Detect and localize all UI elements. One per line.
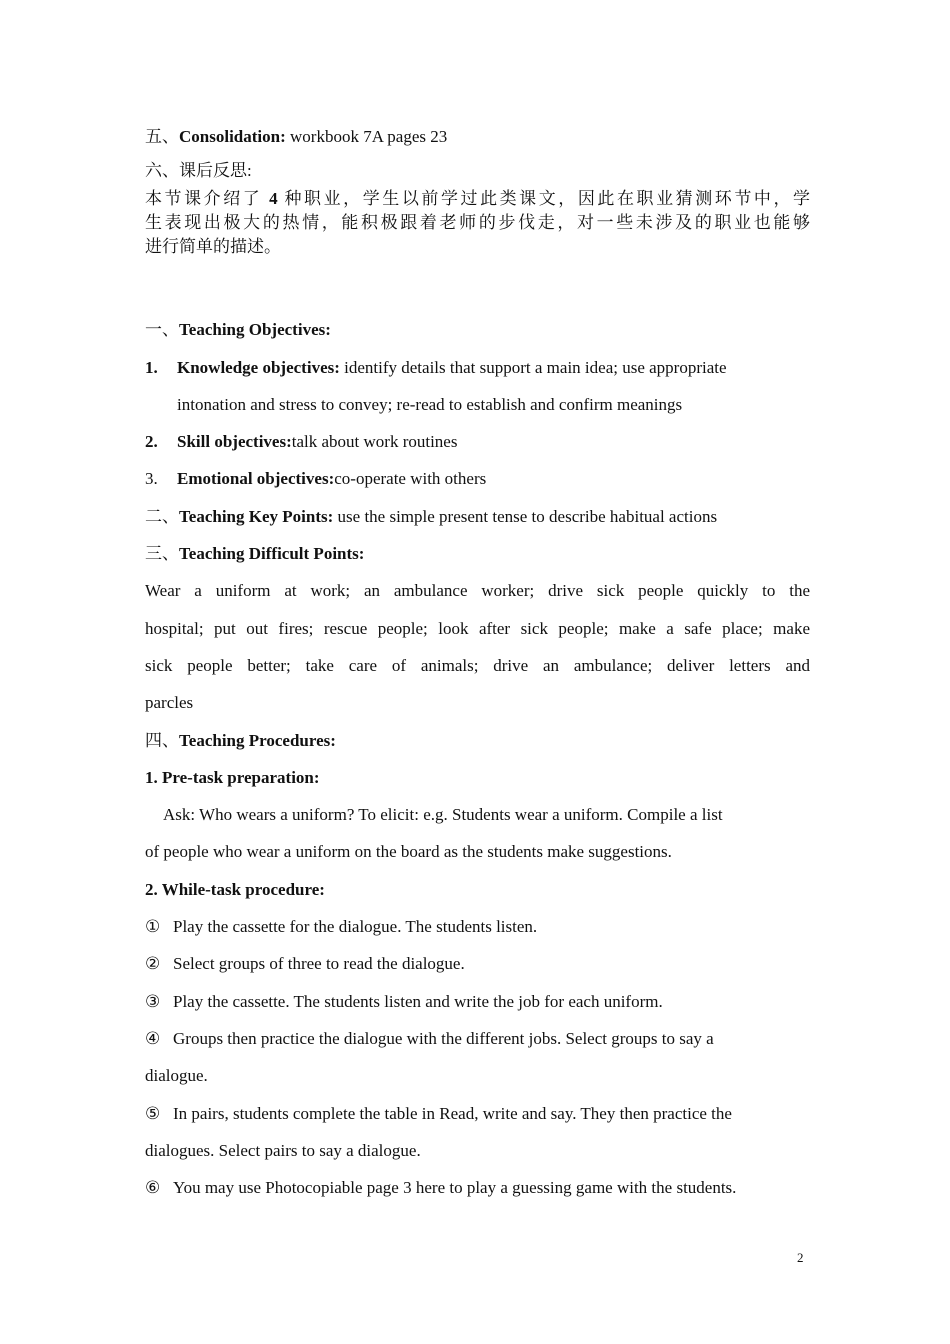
step-marker: ④ bbox=[145, 1028, 161, 1048]
document-page bbox=[145, 118, 810, 1206]
item-text: co-operate with others bbox=[334, 469, 487, 489]
step-text: In pairs, students complete the table in Read, write and say. They then practice the bbox=[173, 1103, 732, 1123]
page-number: 2 bbox=[797, 1250, 804, 1265]
step-text: Play the cassette for the dialogue. The students listen. bbox=[173, 917, 538, 937]
reflection-line-1 bbox=[145, 187, 810, 211]
step-text: You may use Photocopiable page 3 here to play a guessing game with the students. bbox=[173, 1178, 737, 1198]
objective-item-emotional bbox=[145, 460, 810, 497]
difficult-points-line: hospital; put out fires; rescue people; look after sick people; make a safe place; make bbox=[145, 618, 810, 638]
difficult-points-line: sick people better; take care of animals; drive an ambulance; deliver letters and bbox=[145, 655, 810, 675]
reflection-line-2: 生表现出极大的热情，能积极跟着老师的步伐走，对一些未涉及的职业也能够 bbox=[145, 213, 810, 233]
step-item bbox=[145, 983, 810, 1020]
step-text: Select groups of three to read the dialogue. bbox=[173, 954, 465, 974]
pre-task-line: of people who wear a uniform on the board as the students make suggestions. bbox=[145, 842, 672, 862]
procedures-heading bbox=[145, 722, 810, 759]
section-label: Teaching Key Points: bbox=[179, 506, 334, 526]
section-text: workbook 7A pages 23 bbox=[285, 127, 448, 146]
step-item bbox=[145, 945, 810, 982]
item-text: talk about work routines bbox=[291, 432, 458, 452]
item-text: identify details that support a main idea; use appropriate bbox=[339, 357, 727, 377]
item-label: Knowledge objectives: bbox=[177, 357, 340, 377]
step-item bbox=[145, 1020, 810, 1057]
spacer bbox=[145, 259, 810, 311]
step-marker: ② bbox=[145, 954, 161, 974]
section-label: Teaching Difficult Points: bbox=[179, 544, 365, 564]
item-label: Emotional objectives: bbox=[177, 469, 335, 489]
reflection-heading: 六、课后反思: bbox=[145, 161, 252, 181]
step-item-cont: dialogue. bbox=[145, 1066, 208, 1086]
consolidation-line bbox=[145, 118, 810, 155]
section-label: Teaching Procedures: bbox=[179, 730, 336, 750]
item-label: Skill objectives: bbox=[177, 432, 292, 452]
step-marker: ⑤ bbox=[145, 1103, 161, 1123]
step-item bbox=[145, 908, 810, 945]
reflection-line-3: 进行简单的描述。 bbox=[145, 237, 281, 257]
step-item bbox=[145, 1095, 810, 1132]
section-number: 一、 bbox=[145, 320, 179, 340]
section-number: 三、 bbox=[145, 544, 179, 564]
item-number: 3. bbox=[145, 469, 158, 489]
difficult-points-line: parcles bbox=[145, 693, 194, 713]
step-marker: ① bbox=[145, 917, 161, 937]
reflection-text: 本节课介绍了 bbox=[145, 189, 270, 209]
section-number: 二、 bbox=[145, 506, 179, 526]
difficult-points-heading bbox=[145, 535, 810, 572]
step-marker: ⑥ bbox=[145, 1178, 161, 1198]
objectives-heading bbox=[145, 311, 810, 348]
objective-item-knowledge-cont: intonation and stress to convey; re-read to establish and confirm meanings bbox=[177, 394, 683, 414]
section-number: 四、 bbox=[145, 730, 179, 750]
item-number: 2. bbox=[145, 432, 158, 452]
section-label: Consolidation: bbox=[179, 127, 286, 146]
while-task-heading: 2. While-task procedure: bbox=[145, 879, 325, 899]
key-points-line bbox=[145, 498, 810, 535]
reflection-text: 种职业，学生以前学过此类课文，因此在职业猜测环节中，学 bbox=[277, 189, 811, 209]
step-text: Groups then practice the dialogue with the different jobs. Select groups to say a bbox=[173, 1028, 714, 1048]
section-text: use the simple present tense to describe habitual actions bbox=[333, 506, 718, 526]
objective-item-skill bbox=[145, 423, 810, 460]
reflection-number: 4 bbox=[269, 189, 278, 209]
step-marker: ③ bbox=[145, 991, 161, 1011]
difficult-points-line: Wear a uniform at work; an ambulance worker; drive sick people quickly to the bbox=[145, 581, 810, 601]
objective-item-knowledge bbox=[145, 349, 810, 386]
item-number: 1. bbox=[145, 357, 158, 377]
pre-task-heading: 1. Pre-task preparation: bbox=[145, 767, 320, 787]
step-item bbox=[145, 1169, 810, 1206]
section-number: 五、 bbox=[145, 127, 179, 146]
step-item-cont: dialogues. Select pairs to say a dialogue. bbox=[145, 1140, 421, 1160]
step-text: Play the cassette. The students listen and write the job for each uniform. bbox=[173, 991, 663, 1011]
section-label: Teaching Objectives: bbox=[179, 320, 331, 340]
pre-task-line: Ask: Who wears a uniform? To elicit: e.g. Students wear a uniform. Compile a list bbox=[163, 805, 723, 825]
